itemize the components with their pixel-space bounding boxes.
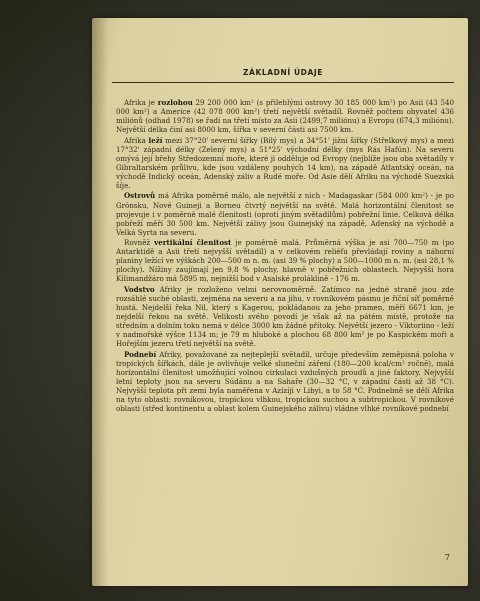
- text-run: má Afrika poměrně málo, ale největší z nich - Madagaskar (584 000 km²) - je po Grónsku, Nové Guineji a Borneu čtvrtý největší na světě. Malá horizontální členitost se projevuje i v poměrně malé členitosti (oproti jiným světadílům) pobřežní linie. Celková délka pobřeží měří 30 500 km. Největší zálivy jsou Guinejský na západě, Adenský na východě a Velká Syrta na severu.: [116, 191, 454, 237]
- text-run: Afriky je rozloženo velmi nerovnoměrně. Zatímco na jedné straně jsou zde rozsáhlé suché oblasti, zejména na severu a na jihu, v rovníkovém pásmu je říční síť poměrně hustá. Nejdelší řeka Nil, který s Kagerou, pokládanou za jeho pramen, měří 6671 km, je nejdelší řekou na světě. Velikosti svého povodí je však až na pátém místě, protože na středním a dolním toku nemá v délce 3000 km žádné přítoky. Největší jezero - Viktoriino - leží v nadmořské výšce 1134 m; je 79 m hluboké a plochou 68 800 km² je po Kaspickém moři a Hořejším jezeru třetí největší na světě.: [116, 284, 454, 349]
- header-rule: [112, 82, 454, 83]
- text-run: je poměrně malá. Průměrná výška je asi 700—750 m (po Antarktidě a Asii třetí nejvyšší světadíl) a v celkovém reliéfu převládají roviny a náhorní planiny ležící ve výškách 200—500 m n. m. (asi 39 % plochy) a 500—1000 m n. m. (asi 28,1 % plochy). Nížiny zaujímají jen 9,8 % plochy, hlavně v pobřežních oblastech. Nejvyšší hora Kilimandžáro má 5895 m, nejnižší bod v Asalské proláklině - 176 m.: [116, 238, 454, 284]
- running-head: ZÁKLADNÍ ÚDAJE: [243, 68, 323, 77]
- paragraph-lezi: [116, 136, 454, 190]
- text-run: Afriky, považované za nejteplejší světadíl, určuje především zeměpisná poloha v tropických šířkách, dále je ovlivňuje velké sluneční záření (180—200 kcal/cm² ročně), malá horizontální členitost umožňující volnou cirkulaci vzdušných proudů a jiné faktory. Nejvyšší letní teploty jsou na severu Súdánu a na Sahaře (30—32 °C, v západní části až 38 °C). Nejvyšší teplota při zemi byla naměřena v Azízíjí v Libyi, a to 58 °C. Podnebně se dělí Afrika na tyto oblasti: rovníkovou, tropickou vlhkou, tropickou suchou a subtropickou. V rovníkové oblasti (střed kontinentu a oblast kolem Guinejského zálivu) vládne vlhké rovníkové podnebí: [116, 349, 454, 414]
- body-text: [116, 98, 454, 415]
- book-page: [92, 18, 468, 586]
- text-run: Rovněž: [124, 238, 155, 248]
- keyword: rozlohou: [157, 98, 193, 107]
- text-run: 29 200 000 km² (s přilehlými ostrovy 30 185 000 km²) po Asii (43 540 000 km²) a Americe (42 078 000 km²) třetí největší světadíl. Rovněž počtem obyvatel 436 miliónů (odhad 1978) se řadí na třetí místo za Asii (2499,7 miliónu) a Evropu (674,3 miliónu). Největší délka činí asi 8000 km, šířka v severní části asi 7500 km.: [116, 98, 455, 135]
- text-run: mezi 37°20' severní šířky (Bílý mys) a 34°51' jižní šířky (Střelkový mys) a mezi 17°32' západní délky (Zelený mys) a 51°25' východní délky (mys Rás Hafún). Na severu omývá její břehy Středozemní moře, které ji odděluje od Evropy (nejblíže jsou oba světadíly v Gibraltarském průlivu, kde jsou vzdáleny pouhých 14 km), na západě Atlantský oceán, na východě Indický oceán, Adenský záliv a Rudé moře. Od Asie dělí Afriku na východě Suezská šíje.: [116, 135, 454, 190]
- paragraph-rozloha: [116, 98, 454, 134]
- page-number: 7: [444, 553, 450, 562]
- paragraph-ostrovu: [116, 191, 454, 236]
- keyword: leží: [148, 135, 163, 145]
- text-run: Afrika je: [124, 98, 158, 107]
- keyword: Vodstvo: [124, 284, 155, 294]
- paragraph-clenitost: [116, 238, 454, 283]
- keyword: Ostrovů: [124, 191, 156, 201]
- paragraph-vodstvo: [116, 285, 454, 348]
- page-header: [112, 68, 454, 83]
- paragraph-podnebi: [116, 350, 454, 413]
- keyword: vertikální členitost: [154, 238, 232, 248]
- text-run: Afrika: [124, 135, 149, 145]
- keyword: Podnebí: [124, 349, 157, 359]
